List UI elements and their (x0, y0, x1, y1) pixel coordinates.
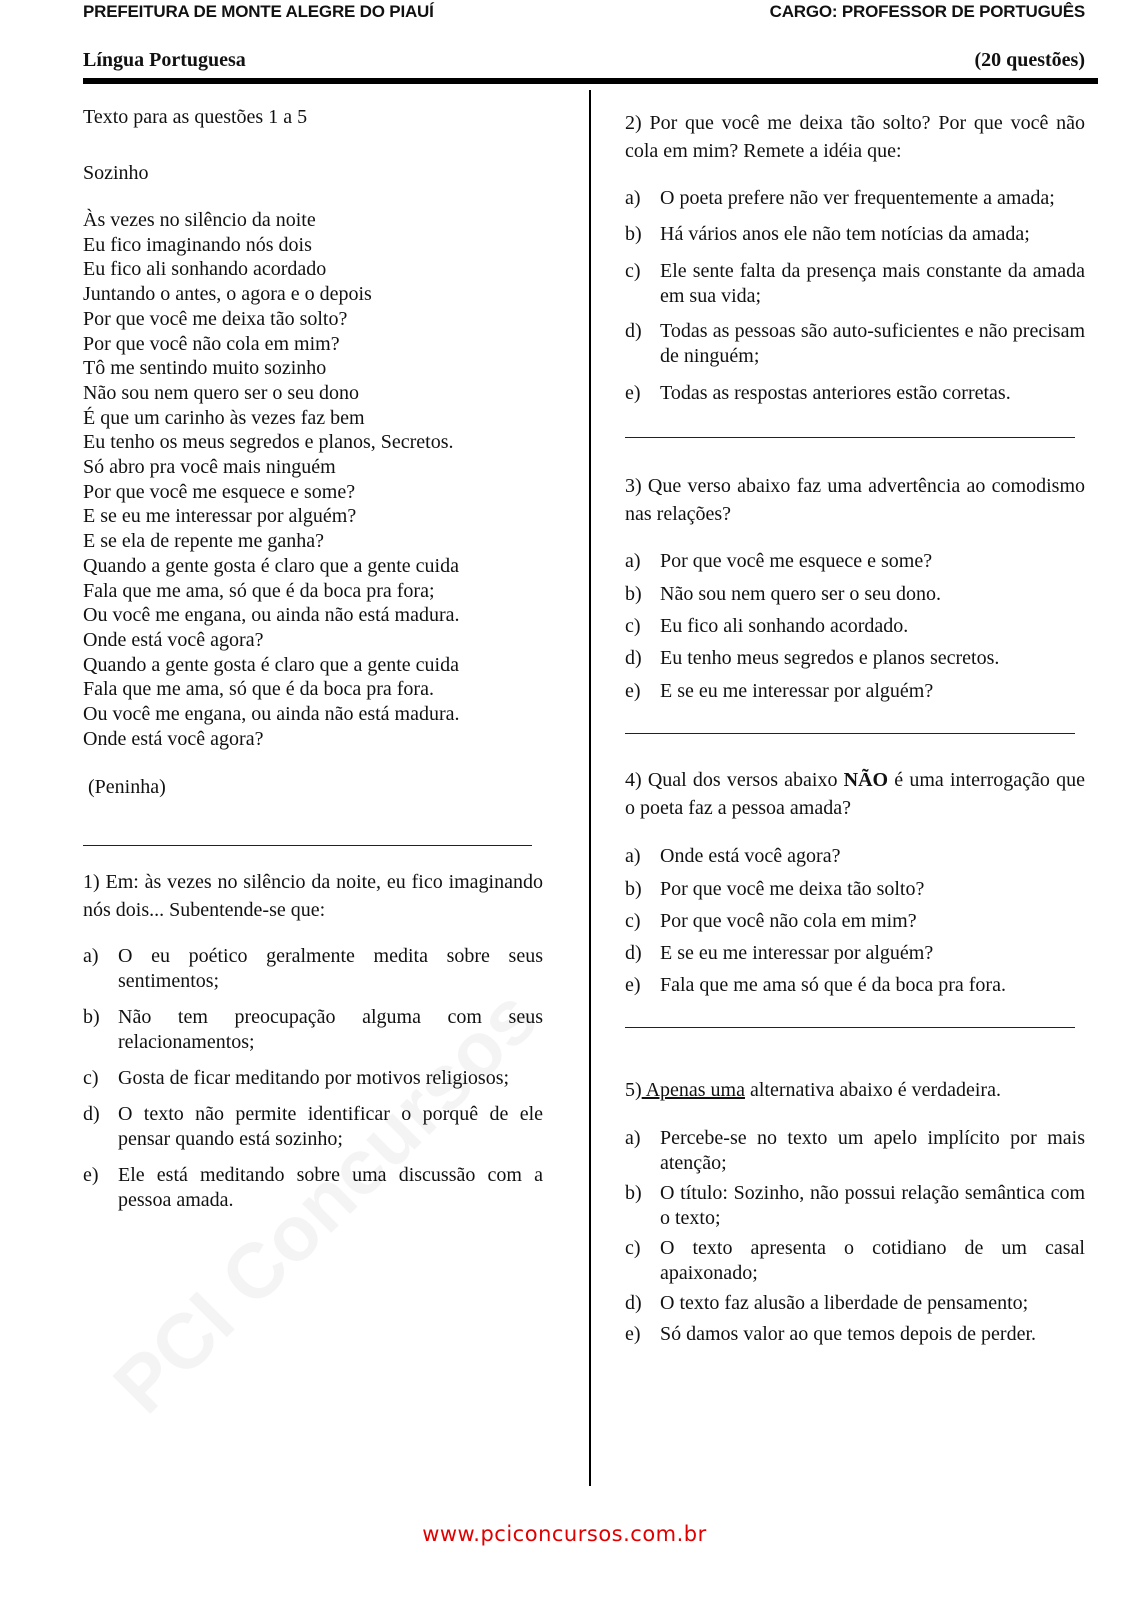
question-2-option (625, 381, 1085, 406)
option-text: O texto faz alusão a liberdade de pensamento; (660, 1292, 1029, 1314)
option-text: O texto não permite identificar o porquê de ele pensar quando está sozinho; (118, 1103, 543, 1150)
position-title: CARGO: PROFESSOR DE PORTUGUÊS (769, 2, 1085, 21)
question-1-stem (83, 868, 543, 924)
option-letter: e) (625, 1323, 641, 1345)
question-2-option (625, 319, 1085, 369)
poem-line: Eu fico ali sonhando acordado (83, 258, 327, 281)
question-2-option (625, 222, 1085, 247)
option-letter: e) (625, 974, 641, 996)
poem-line: Não sou nem quero ser o seu dono (83, 381, 360, 404)
option-letter: a) (83, 945, 99, 967)
question-3-stem (625, 472, 1085, 528)
option-text: Ele está meditando sobre uma discussão com a pessoa amada. (118, 1164, 543, 1211)
option-letter: c) (625, 910, 641, 932)
underlined-text: Apenas uma (641, 1079, 745, 1101)
stem-text: 3) Que verso abaixo faz uma advertência ao comodismo nas relações? (625, 475, 1085, 525)
option-text: Ele sente falta da presença mais constante da amada em sua vida; (660, 260, 1085, 307)
stem-text: 2) Por que você me deixa tão solto? Por que você não cola em mim? Remete a idéia que: (625, 112, 1085, 162)
poem-line: Juntando o antes, o agora e o depois (83, 283, 372, 306)
question-4-option (625, 909, 1085, 934)
option-letter: d) (625, 320, 642, 342)
option-letter: d) (625, 647, 642, 669)
option-letter: b) (83, 1006, 100, 1028)
option-text: Há vários anos ele não tem notícias da amada; (660, 223, 1030, 245)
question-2-option (625, 186, 1085, 211)
option-letter: b) (625, 223, 642, 245)
stem-text: 4) Qual dos versos abaixo (625, 769, 844, 791)
question-count: (20 questões) (974, 49, 1085, 71)
poem-line: Fala que me ama, só que é da boca pra fora. (83, 678, 434, 701)
option-letter: c) (625, 1237, 641, 1259)
poem-line: Por que você não cola em mim? (83, 332, 340, 355)
separator (83, 845, 532, 846)
option-letter: b) (625, 878, 642, 900)
question-2-stem (625, 109, 1085, 165)
option-text: Fala que me ama só que é da boca pra fora. (660, 974, 1006, 996)
stem-text: alternativa abaixo é verdadeira. (744, 1079, 1001, 1101)
question-5-option (625, 1236, 1085, 1286)
question-3-option (625, 679, 1085, 704)
question-1-option (83, 1066, 543, 1091)
poem-author: (Peninha) (88, 776, 166, 798)
poem-line: Ou você me engana, ou ainda não está madura. (83, 604, 460, 627)
emphasis-text: NÃO (843, 769, 889, 791)
option-text: Gosta de ficar meditando por motivos religiosos; (118, 1067, 510, 1089)
question-1-option (83, 944, 543, 994)
question-4-option (625, 877, 1085, 902)
poem-line: Ou você me engana, ou ainda não está madura. (83, 703, 460, 726)
poem-line: Fala que me ama, só que é da boca pra fora; (83, 579, 435, 602)
column-divider (589, 90, 591, 1486)
stem-text: é uma interrogação que o poeta faz a pessoa amada? (625, 769, 1085, 819)
question-4-stem (625, 766, 1085, 822)
option-letter: e) (83, 1164, 99, 1186)
poem-line: Tô me sentindo muito sozinho (83, 357, 327, 380)
option-text: Eu tenho meus segredos e planos secretos. (660, 647, 1000, 669)
question-3-option (625, 646, 1085, 671)
poem-line: E se eu me interessar por alguém? (83, 505, 357, 528)
question-1-option (83, 1005, 543, 1055)
question-3-option (625, 582, 1085, 607)
question-3-option (625, 549, 1085, 574)
question-4-option (625, 844, 1085, 869)
option-letter: a) (625, 1127, 641, 1149)
header-rule (83, 78, 1098, 84)
poem-line: Quando a gente gosta é claro que a gente cuida (83, 653, 459, 676)
option-letter: b) (625, 1182, 642, 1204)
text-intro: Texto para as questões 1 a 5 (83, 106, 308, 128)
poem-line: Por que você me esquece e some? (83, 480, 356, 503)
separator (625, 733, 1075, 734)
option-text: Todas as respostas anteriores estão corretas. (660, 382, 1011, 404)
poem-line: Eu fico imaginando nós dois (83, 233, 312, 256)
stem-text: 5) (625, 1079, 642, 1101)
option-text: Todas as pessoas são auto-suficientes e não precisam de ninguém; (660, 320, 1085, 367)
poem-line: Às vezes no silêncio da noite (83, 209, 316, 231)
option-letter: b) (625, 583, 642, 605)
poem-title: Sozinho (83, 162, 149, 184)
poem-line: Por que você me deixa tão solto? (83, 307, 348, 330)
option-letter: d) (625, 942, 642, 964)
option-text: Por que você me esquece e some? (660, 550, 933, 572)
option-text: Por que você me deixa tão solto? (660, 878, 925, 900)
option-text: Só damos valor ao que temos depois de perder. (660, 1323, 1037, 1345)
question-1-option (83, 1102, 543, 1152)
question-5-option (625, 1291, 1085, 1316)
option-text: O texto apresenta o cotidiano de um casal apaixonado; (660, 1237, 1085, 1284)
separator (625, 437, 1075, 438)
poem-line: Onde está você agora? (83, 727, 264, 750)
poem-line: Eu tenho os meus segredos e planos, Secretos. (83, 431, 454, 454)
option-text: Percebe-se no texto um apelo implícito por mais atenção; (660, 1127, 1085, 1174)
poem-line: Onde está você agora? (83, 628, 264, 651)
option-text: E se eu me interessar por alguém? (660, 942, 934, 964)
poem-line: Quando a gente gosta é claro que a gente cuida (83, 554, 459, 577)
option-letter: d) (625, 1292, 642, 1314)
question-4-option (625, 941, 1085, 966)
stem-text: 1) Em: às vezes no silêncio da noite, eu fico imaginando nós dois... Subentende-se que: (83, 871, 543, 921)
option-text: Não sou nem quero ser o seu dono. (660, 583, 942, 605)
option-letter: a) (625, 845, 641, 867)
option-text: Por que você não cola em mim? (660, 910, 917, 932)
poem-body (83, 208, 460, 751)
option-letter: d) (83, 1103, 100, 1125)
question-5-stem (625, 1076, 1085, 1104)
question-5-option (625, 1181, 1085, 1231)
option-letter: a) (625, 550, 641, 572)
question-4-option (625, 973, 1085, 998)
poem-line: É que um carinho às vezes faz bem (83, 406, 365, 429)
option-letter: c) (625, 260, 641, 282)
question-5-option (625, 1322, 1085, 1347)
option-letter: a) (625, 187, 641, 209)
institution-name: PREFEITURA DE MONTE ALEGRE DO PIAUÍ (83, 2, 434, 21)
option-letter: c) (625, 615, 641, 637)
option-text: Não tem preocupação alguma com seus relacionamentos; (118, 1006, 543, 1053)
option-letter: e) (625, 382, 641, 404)
question-3-option (625, 614, 1085, 639)
option-text: O título: Sozinho, não possui relação semântica com o texto; (660, 1182, 1085, 1229)
option-text: O eu poético geralmente medita sobre seus sentimentos; (118, 945, 543, 992)
option-text: Onde está você agora? (660, 845, 841, 867)
poem-line: E se ela de repente me ganha? (83, 530, 324, 553)
option-text: O poeta prefere não ver frequentemente a amada; (660, 187, 1055, 209)
option-letter: e) (625, 680, 641, 702)
option-text: Eu fico ali sonhando acordado. (660, 615, 909, 637)
subject-title: Língua Portuguesa (83, 49, 246, 71)
separator (625, 1027, 1075, 1028)
question-1-option (83, 1163, 543, 1213)
question-2-option (625, 259, 1085, 309)
option-letter: c) (83, 1067, 99, 1089)
option-text: E se eu me interessar por alguém? (660, 680, 934, 702)
question-5-option (625, 1126, 1085, 1176)
poem-line: Só abro pra você mais ninguém (83, 456, 336, 479)
footer-url[interactable]: www.pciconcursos.com.br (422, 1522, 707, 1546)
